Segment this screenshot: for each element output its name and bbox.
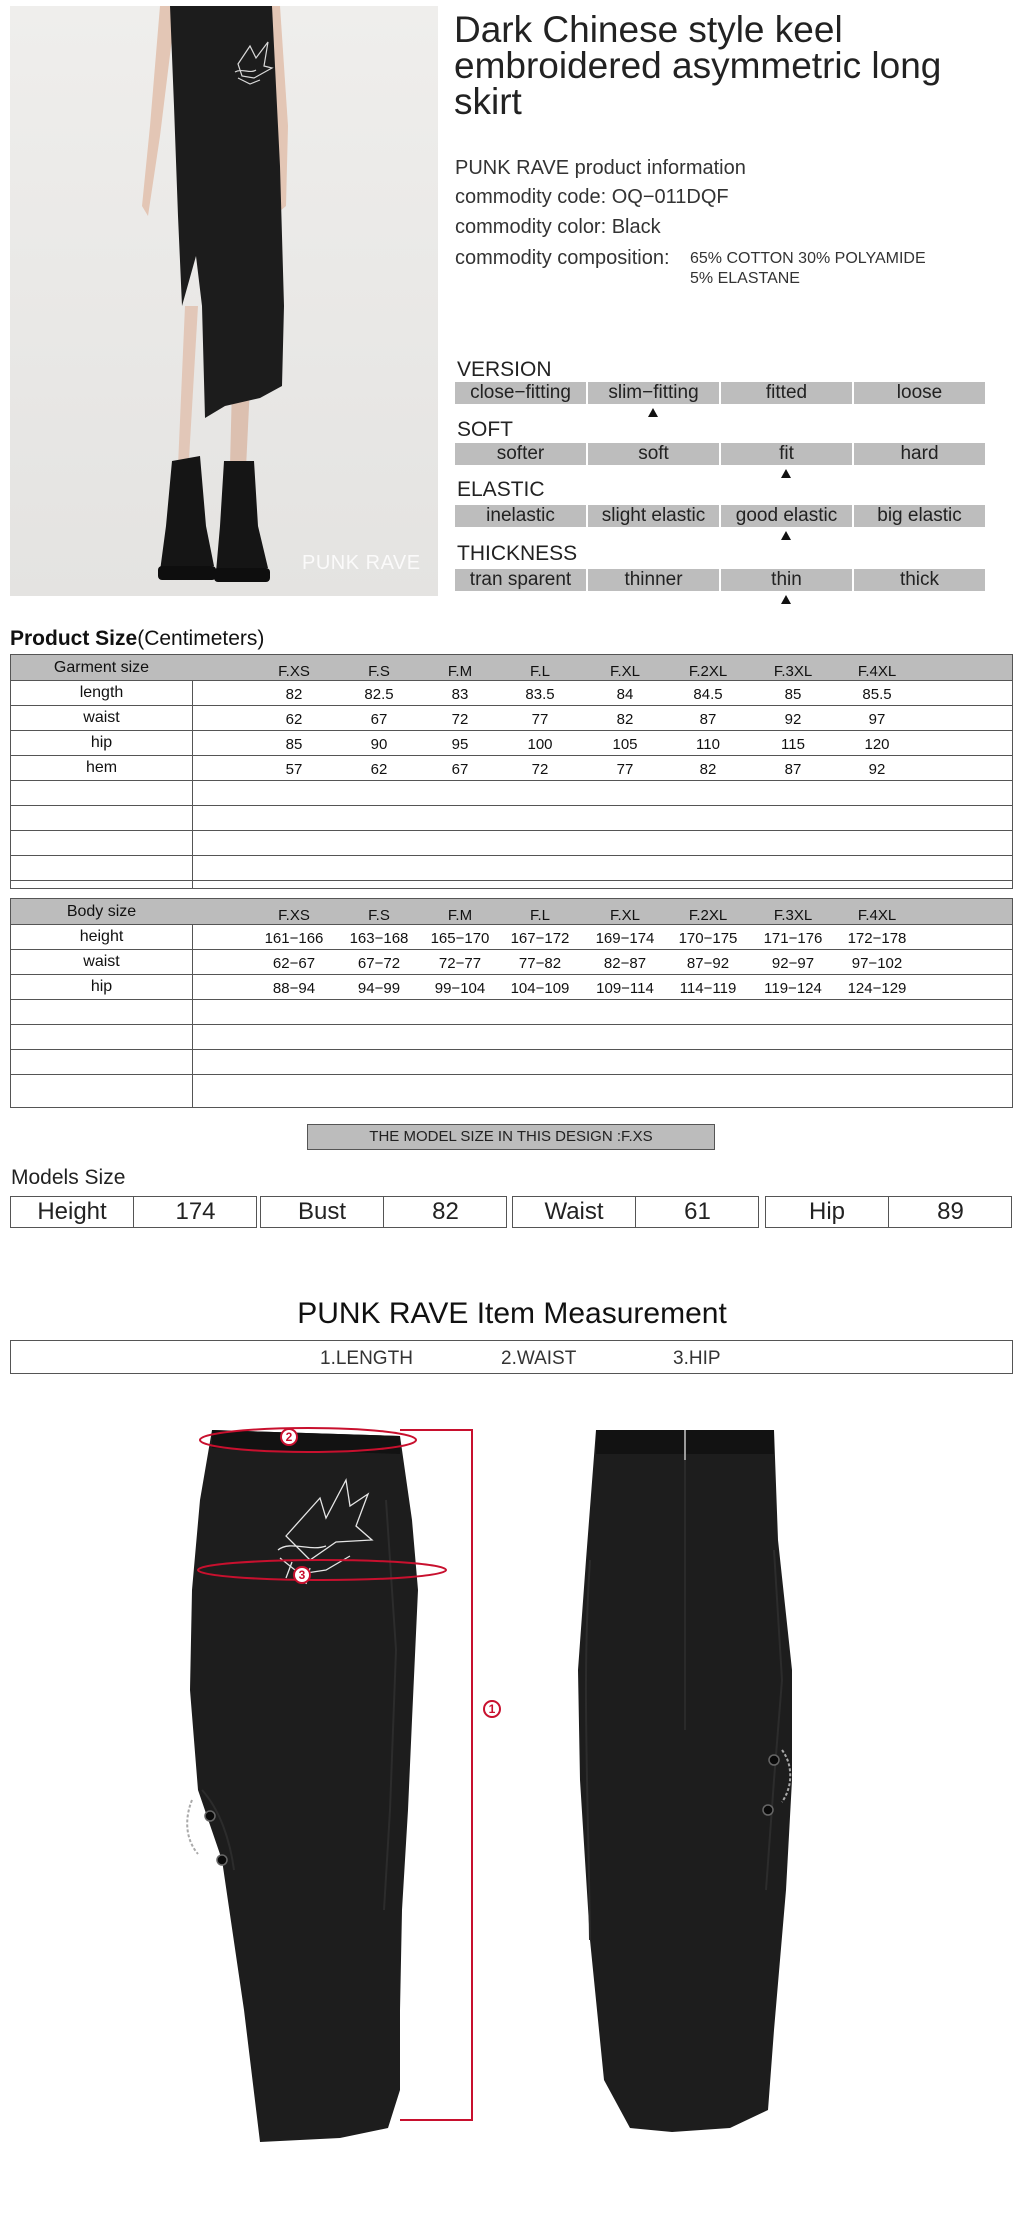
body-size-table [10,898,1013,1108]
body_size-row-label: hip [90,978,113,995]
measurement-item-length: 1.LENGTH [320,1348,413,1369]
product_size-row [11,805,1012,830]
body_size-row [11,949,1012,974]
marker-waist: 2 [280,1428,298,1446]
model-size-hip [765,1196,1012,1228]
scale-selected-marker-thickness [781,595,791,604]
body_size-row [11,924,1012,949]
product_size-cell: 115 [781,736,805,753]
product_size-row-label: waist [83,709,120,726]
scale-option-soft-2: soft [588,443,719,465]
product_size-cell: 97 [868,711,886,728]
model-size-bust-label: Bust [261,1197,384,1227]
product_size-cell: 85 [784,686,802,703]
scale-option-version-2: slim−fitting [588,382,719,404]
scale-row-elastic [455,505,986,527]
product_size-cell: 77 [531,711,549,728]
model-size-bust [260,1196,507,1228]
product_size-row [11,705,1012,730]
product_size-cell: 95 [451,736,469,753]
product_size-cell: 82 [616,711,634,728]
product_size-cell: 72 [531,761,549,778]
product_size-cell: 82.5 [364,686,394,703]
body_size-cell: 67−72 [357,955,401,972]
body_size-cell: 82−87 [603,955,647,972]
model-size-height [10,1196,257,1228]
scale-selected-marker-elastic [781,531,791,540]
body_size-row-label: waist [83,953,120,970]
body_size-cell: 167−172 [510,930,570,947]
info-header: PUNK RAVE product information [455,157,746,179]
commodity-code [455,186,729,209]
product_size-cell: 90 [370,736,388,753]
model-size-waist-value: 61 [684,1198,711,1225]
body_size-size-header: F.4XL [857,907,897,924]
scale-option-elastic-2: slight elastic [588,505,719,527]
body_size-header-label: Body size [66,903,137,920]
commodity-code-value: OQ−011DQF [611,186,729,208]
product_size-row-label: hip [90,734,113,751]
product_size-row [11,855,1012,880]
product_size-row-label: length [79,684,124,701]
composition-line-1: 65% COTTON 30% POLYAMIDE [690,250,926,267]
body_size-size-header: F.M [447,907,473,924]
product_size-row [11,780,1012,805]
product_size-cell: 84.5 [693,686,723,703]
product-title: Dark Chinese style keel embroidered asymmetric long skirt [454,9,942,122]
body_size-size-header: F.L [529,907,550,924]
body_size-cell: 163−168 [349,930,409,947]
measurement-item-waist: 2.WAIST [501,1348,577,1369]
body_size-cell: 97−102 [851,955,903,972]
scale-selected-marker-version [648,408,658,417]
body_size-cell: 99−104 [434,980,486,997]
scale-title-elastic: ELASTIC [457,478,545,501]
scale-option-soft-4: hard [854,443,985,465]
commodity-color [455,216,661,239]
product_size-cell: 82 [285,686,303,703]
body_size-cell: 92−97 [771,955,815,972]
hero-product-photo [10,6,438,596]
product_size-size-header: F.XS [278,663,310,680]
model-size-waist [512,1196,759,1228]
product_size-cell: 87 [699,711,717,728]
product-size-table [10,654,1013,889]
scale-row-version [455,382,986,404]
product-size-heading [10,627,264,651]
product_size-size-header: F.XL [609,663,640,680]
product_size-cell: 62 [370,761,388,778]
product_size-row [11,830,1012,855]
scale-option-thickness-4: thick [854,569,985,591]
scale-title-thickness: THICKNESS [457,542,578,565]
models-size-title: Models Size [11,1166,126,1189]
product_size-size-header: F.L [529,663,550,680]
measurement-item-hip: 3.HIP [673,1348,721,1369]
scale-option-version-4: loose [854,382,985,404]
commodity-composition-label: commodity composition: [455,247,670,269]
body_size-cell: 169−174 [595,930,655,947]
scale-option-elastic-4: big elastic [854,505,985,527]
body_size-cell: 170−175 [678,930,738,947]
scale-selected-marker-soft [781,469,791,478]
product_size-size-header: F.4XL [857,663,897,680]
product_size-row [11,730,1012,755]
body_size-cell: 62−67 [272,955,316,972]
body_size-size-header: F.2XL [688,907,728,924]
product_size-size-header: F.3XL [773,663,813,680]
body_size-size-header: F.XL [609,907,640,924]
product_size-cell: 77 [616,761,634,778]
body_size-header-row [11,899,1012,924]
product_size-cell: 82 [699,761,717,778]
product_size-cell: 85.5 [862,686,892,703]
marker-hip: 3 [293,1566,311,1584]
product_size-row-label: hem [85,759,118,776]
body_size-cell: 171−176 [763,930,823,947]
model-size-hip-label: Hip [766,1197,889,1227]
body_size-cell: 77−82 [518,955,562,972]
scale-row-thickness [455,569,986,591]
product_size-header-row [11,655,1012,680]
marker-length: 1 [483,1700,501,1718]
product_size-size-header: F.M [447,663,473,680]
model-size-height-label: Height [11,1197,134,1227]
scale-option-thickness-1: tran sparent [455,569,586,591]
body_size-cell: 161−166 [264,930,324,947]
body_size-row [11,999,1012,1024]
commodity-color-label: commodity color: [455,216,607,238]
scale-option-version-1: close−fitting [455,382,586,404]
body_size-cell: 72−77 [438,955,482,972]
product_size-row [11,680,1012,705]
product_size-row [11,755,1012,780]
body_size-size-header: F.3XL [773,907,813,924]
body_size-cell: 165−170 [430,930,490,947]
body_size-cell: 172−178 [847,930,907,947]
body_size-cell: 124−129 [847,980,907,997]
body_size-row [11,1024,1012,1049]
scale-option-version-3: fitted [721,382,852,404]
product_size-cell: 120 [864,736,890,753]
body_size-cell: 109−114 [596,980,654,997]
body_size-cell: 104−109 [510,980,570,997]
model-size-bust-value: 82 [432,1198,459,1225]
product_size-header-label: Garment size [53,659,150,676]
body_size-size-header: F.XS [278,907,310,924]
product_size-cell: 105 [612,736,638,753]
composition-line-2: 5% ELASTANE [690,270,800,287]
body_size-row [11,974,1012,999]
product_size-cell: 67 [370,711,388,728]
scale-option-elastic-1: inelastic [455,505,586,527]
body_size-cell: 87−92 [686,955,730,972]
body_size-row [11,1049,1012,1074]
body_size-row-label: height [79,928,124,945]
scale-row-soft [455,443,986,465]
product_size-size-header: F.2XL [688,663,728,680]
model-size-waist-label: Waist [513,1197,636,1227]
skirt-back-illustration [560,1420,840,2155]
product_size-size-header: F.S [368,663,390,680]
product_size-cell: 84 [616,686,634,703]
product_size-cell: 87 [784,761,802,778]
body_size-size-header: F.S [368,907,390,924]
model-size-hip-value: 89 [937,1198,964,1225]
body_size-cell: 88−94 [272,980,316,997]
body_size-cell: 94−99 [357,980,401,997]
product_size-cell: 92 [868,761,886,778]
body_size-row [11,1074,1012,1099]
measurement-title: PUNK RAVE Item Measurement [297,1297,727,1330]
product_size-cell: 92 [784,711,802,728]
product_size-cell: 100 [527,736,553,753]
scale-option-soft-3: fit [721,443,852,465]
skirt-front-illustration [150,1390,496,2160]
scale-option-soft-1: softer [455,443,586,465]
product-size-unit: (Centimeters) [137,627,265,650]
commodity-color-value: Black [611,216,661,238]
product_size-cell: 67 [451,761,469,778]
model-size-note: THE MODEL SIZE IN THIS DESIGN :F.XS [307,1124,715,1150]
body_size-cell: 114−119 [679,980,737,997]
hero-watermark: PUNK RAVE [302,552,421,574]
product_size-cell: 57 [285,761,303,778]
scale-option-thickness-2: thinner [588,569,719,591]
body_size-cell: 119−124 [764,980,822,997]
product_size-cell: 83 [451,686,469,703]
product-size-title: Product Size [10,627,138,650]
model-size-height-value: 174 [175,1198,216,1225]
product_size-cell: 85 [285,736,303,753]
product_size-cell: 83.5 [525,686,555,703]
scale-option-elastic-3: good elastic [721,505,852,527]
product_size-cell: 110 [696,736,720,753]
commodity-code-label: commodity code: [455,186,607,208]
scale-title-version: VERSION [457,358,552,381]
product_size-cell: 72 [451,711,469,728]
scale-option-thickness-3: thin [721,569,852,591]
product_size-cell: 62 [285,711,303,728]
scale-title-soft: SOFT [457,418,513,441]
